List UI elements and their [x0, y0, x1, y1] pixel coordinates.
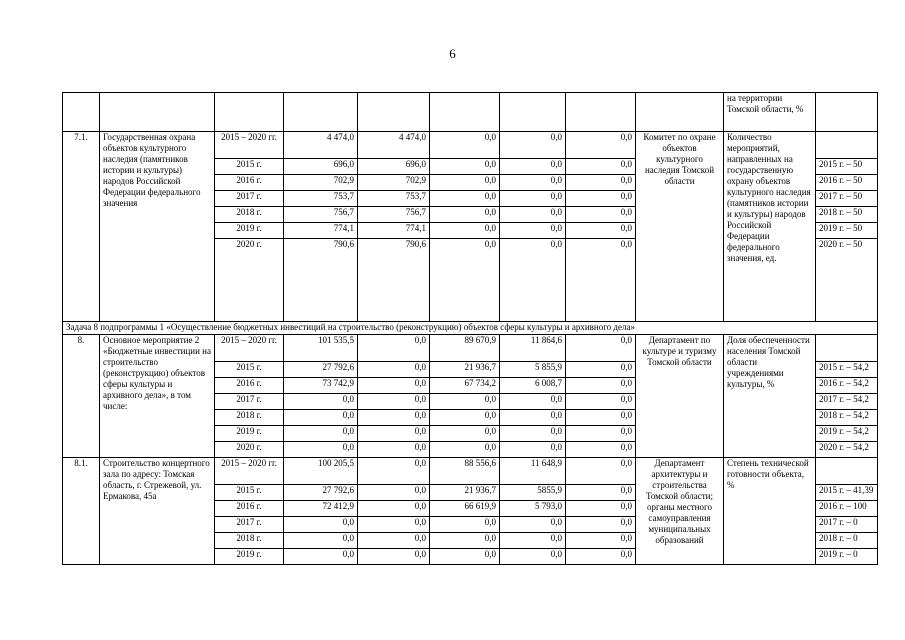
total-cell: 756,7: [284, 207, 358, 223]
cell: [63, 93, 100, 132]
local-cell: 5 855,9: [500, 362, 566, 378]
indicator-value-cell: 2018 г. – 0: [816, 533, 878, 549]
other-cell: 0,0: [566, 378, 636, 394]
continuation-indicator: на территории Томской области, %: [724, 93, 816, 132]
federal-cell: 0,0: [358, 549, 430, 565]
period-cell: 2015 – 2020 гг.: [215, 132, 284, 159]
other-cell: 0,0: [566, 132, 636, 159]
other-cell: 0,0: [566, 458, 636, 485]
federal-cell: 0,0: [358, 362, 430, 378]
federal-cell: 774,1: [358, 223, 430, 239]
period-cell: 2019 г.: [215, 426, 284, 442]
other-cell: 0,0: [566, 426, 636, 442]
regional-cell: 0,0: [430, 533, 500, 549]
cell: [100, 93, 215, 132]
regional-cell: 21 936,7: [430, 485, 500, 501]
item-number: 7.1.: [63, 132, 100, 322]
period-cell: 2015 г.: [215, 485, 284, 501]
indicator-value-cell: 2020 г. – 50: [816, 239, 878, 322]
other-cell: 0,0: [566, 394, 636, 410]
indicator-value-cell: 2018 г. – 50: [816, 207, 878, 223]
indicator-value-cell: 2015 г. – 50: [816, 159, 878, 175]
local-cell: 0,0: [500, 410, 566, 426]
federal-cell: 0,0: [358, 442, 430, 458]
task-row: [63, 322, 878, 335]
federal-cell: 0,0: [358, 394, 430, 410]
continuation-row: [63, 93, 878, 132]
federal-cell: 0,0: [358, 426, 430, 442]
indicator-value-cell: 2017 г. – 0: [816, 517, 878, 533]
item-name: Строительство концертного зала по адресу: Томская область, г. Стрежевой, ул. Ермакова, 45а: [100, 458, 215, 565]
indicator-value-cell: 2016 г. – 100: [816, 501, 878, 517]
executor-cell: Комитет по охране объектов культурного наследия Томской области: [636, 132, 724, 322]
local-cell: 0,0: [500, 426, 566, 442]
regional-cell: 0,0: [430, 442, 500, 458]
total-cell: 27 792,6: [284, 485, 358, 501]
period-cell: 2015 – 2020 гг.: [215, 335, 284, 362]
federal-cell: 756,7: [358, 207, 430, 223]
indicator-value-cell: 2017 г. – 50: [816, 191, 878, 207]
cell: [358, 93, 430, 132]
federal-cell: 0,0: [358, 501, 430, 517]
regional-cell: 0,0: [430, 410, 500, 426]
regional-cell: 0,0: [430, 132, 500, 159]
item-number: 8.: [63, 335, 100, 458]
other-cell: 0,0: [566, 175, 636, 191]
total-cell: 0,0: [284, 394, 358, 410]
other-cell: 0,0: [566, 207, 636, 223]
federal-cell: 790,6: [358, 239, 430, 322]
regional-cell: 0,0: [430, 159, 500, 175]
local-cell: 0,0: [500, 533, 566, 549]
period-cell: 2015 – 2020 гг.: [215, 458, 284, 485]
indicator-value-cell: 2019 г. – 54,2: [816, 426, 878, 442]
total-cell: 696,0: [284, 159, 358, 175]
total-cell: 27 792,6: [284, 362, 358, 378]
total-cell: 753,7: [284, 191, 358, 207]
other-cell: 0,0: [566, 191, 636, 207]
total-cell: 0,0: [284, 517, 358, 533]
regional-cell: 67 734,2: [430, 378, 500, 394]
federal-cell: 0,0: [358, 533, 430, 549]
local-cell: 0,0: [500, 223, 566, 239]
total-cell: 0,0: [284, 533, 358, 549]
indicator-value-cell: 2017 г. – 54,2: [816, 394, 878, 410]
other-cell: 0,0: [566, 517, 636, 533]
indicator-value-cell: 2018 г. – 54,2: [816, 410, 878, 426]
indicator-value-cell: 2019 г. – 50: [816, 223, 878, 239]
regional-cell: 88 556,6: [430, 458, 500, 485]
task-title: Задача 8 подпрограммы 1 «Осуществление бюджетных инвестиций на строительство (реконструкцию) объектов сферы культуры и архивного дела»: [63, 322, 878, 335]
total-cell: 702,9: [284, 175, 358, 191]
local-cell: 5855,9: [500, 485, 566, 501]
indicator-value-cell: [816, 132, 878, 159]
local-cell: 0,0: [500, 207, 566, 223]
indicator-value-cell: [816, 335, 878, 362]
other-cell: 0,0: [566, 410, 636, 426]
period-cell: 2020 г.: [215, 442, 284, 458]
cell: [500, 93, 566, 132]
other-cell: 0,0: [566, 533, 636, 549]
total-cell: 0,0: [284, 410, 358, 426]
federal-cell: 0,0: [358, 485, 430, 501]
regional-cell: 0,0: [430, 223, 500, 239]
period-cell: 2017 г.: [215, 517, 284, 533]
total-cell: 73 742,9: [284, 378, 358, 394]
page-number: 6: [449, 46, 456, 61]
local-cell: 0,0: [500, 175, 566, 191]
total-cell: 790,6: [284, 239, 358, 322]
period-cell: 2016 г.: [215, 175, 284, 191]
period-cell: 2016 г.: [215, 378, 284, 394]
federal-cell: 753,7: [358, 191, 430, 207]
period-cell: 2018 г.: [215, 533, 284, 549]
total-cell: 4 474,0: [284, 132, 358, 159]
federal-cell: 0,0: [358, 378, 430, 394]
cell: [284, 93, 358, 132]
other-cell: 0,0: [566, 501, 636, 517]
other-cell: 0,0: [566, 485, 636, 501]
federal-cell: 4 474,0: [358, 132, 430, 159]
item-name: Государственная охрана объектов культурного наследия (памятников истории и культуры) народов Российской Федерации федерального значения: [100, 132, 215, 322]
period-cell: 2017 г.: [215, 191, 284, 207]
indicator-cell: Доля обеспеченности населения Томской области учреждениями культуры, %: [724, 335, 816, 458]
total-cell: 0,0: [284, 426, 358, 442]
item-name: Основное мероприятие 2 «Бюджетные инвестиции на строительство (реконструкцию) объектов сферы культуры и архивного дела», в том числе:: [100, 335, 215, 458]
federal-cell: 0,0: [358, 517, 430, 533]
indicator-value-cell: 2019 г. – 0: [816, 549, 878, 565]
table-row: [63, 132, 878, 159]
total-cell: 0,0: [284, 442, 358, 458]
other-cell: 0,0: [566, 239, 636, 322]
total-cell: 100 205,5: [284, 458, 358, 485]
cell: [215, 93, 284, 132]
executor-cell: Департамент архитектуры и строительства Томской области; органы местного самоуправления муниципальных образований: [636, 458, 724, 565]
other-cell: 0,0: [566, 362, 636, 378]
regional-cell: 89 670,9: [430, 335, 500, 362]
period-cell: 2015 г.: [215, 362, 284, 378]
period-cell: 2016 г.: [215, 501, 284, 517]
regional-cell: 0,0: [430, 517, 500, 533]
local-cell: 0,0: [500, 394, 566, 410]
federal-cell: 0,0: [358, 458, 430, 485]
period-cell: 2015 г.: [215, 159, 284, 175]
regional-cell: 0,0: [430, 191, 500, 207]
other-cell: 0,0: [566, 442, 636, 458]
local-cell: 0,0: [500, 517, 566, 533]
table-row: [63, 458, 878, 485]
regional-cell: 0,0: [430, 426, 500, 442]
cell: [816, 93, 878, 132]
table-body: [63, 93, 878, 565]
period-cell: 2019 г.: [215, 549, 284, 565]
local-cell: 11 864,6: [500, 335, 566, 362]
cell: [636, 93, 724, 132]
program-table: [62, 92, 878, 565]
period-cell: 2018 г.: [215, 207, 284, 223]
period-cell: 2018 г.: [215, 410, 284, 426]
indicator-value-cell: 2015 г. – 41,39: [816, 485, 878, 501]
federal-cell: 702,9: [358, 175, 430, 191]
local-cell: 6 008,7: [500, 378, 566, 394]
local-cell: 0,0: [500, 159, 566, 175]
local-cell: 0,0: [500, 191, 566, 207]
total-cell: 72 412,9: [284, 501, 358, 517]
cell: [430, 93, 500, 132]
local-cell: 5 793,0: [500, 501, 566, 517]
local-cell: 0,0: [500, 442, 566, 458]
local-cell: 0,0: [500, 239, 566, 322]
regional-cell: 66 619,9: [430, 501, 500, 517]
regional-cell: 0,0: [430, 175, 500, 191]
period-cell: 2019 г.: [215, 223, 284, 239]
indicator-value-cell: 2016 г. – 54,2: [816, 378, 878, 394]
federal-cell: 0,0: [358, 335, 430, 362]
total-cell: 101 535,5: [284, 335, 358, 362]
cell: [566, 93, 636, 132]
other-cell: 0,0: [566, 549, 636, 565]
federal-cell: 696,0: [358, 159, 430, 175]
indicator-cell: Количество мероприятий, направленных на государственную охрану объектов культурного наследия (памятников истории и культуры) народов Российской Федерации федерального значения, ед.: [724, 132, 816, 322]
regional-cell: 0,0: [430, 239, 500, 322]
item-number: 8.1.: [63, 458, 100, 565]
indicator-value-cell: 2015 г. – 54,2: [816, 362, 878, 378]
local-cell: 0,0: [500, 549, 566, 565]
local-cell: 0,0: [500, 132, 566, 159]
regional-cell: 0,0: [430, 394, 500, 410]
executor-cell: Департамент по культуре и туризму Томской области: [636, 335, 724, 458]
indicator-value-cell: 2020 г. – 54,2: [816, 442, 878, 458]
other-cell: 0,0: [566, 223, 636, 239]
federal-cell: 0,0: [358, 410, 430, 426]
total-cell: 0,0: [284, 549, 358, 565]
local-cell: 11 648,9: [500, 458, 566, 485]
total-cell: 774,1: [284, 223, 358, 239]
regional-cell: 21 936,7: [430, 362, 500, 378]
period-cell: 2017 г.: [215, 394, 284, 410]
regional-cell: 0,0: [430, 549, 500, 565]
indicator-cell: Степень технической готовности объекта, %: [724, 458, 816, 565]
table-row: [63, 335, 878, 362]
other-cell: 0,0: [566, 159, 636, 175]
other-cell: 0,0: [566, 335, 636, 362]
indicator-value-cell: 2016 г. – 50: [816, 175, 878, 191]
indicator-value-cell: [816, 458, 878, 485]
regional-cell: 0,0: [430, 207, 500, 223]
period-cell: 2020 г.: [215, 239, 284, 322]
